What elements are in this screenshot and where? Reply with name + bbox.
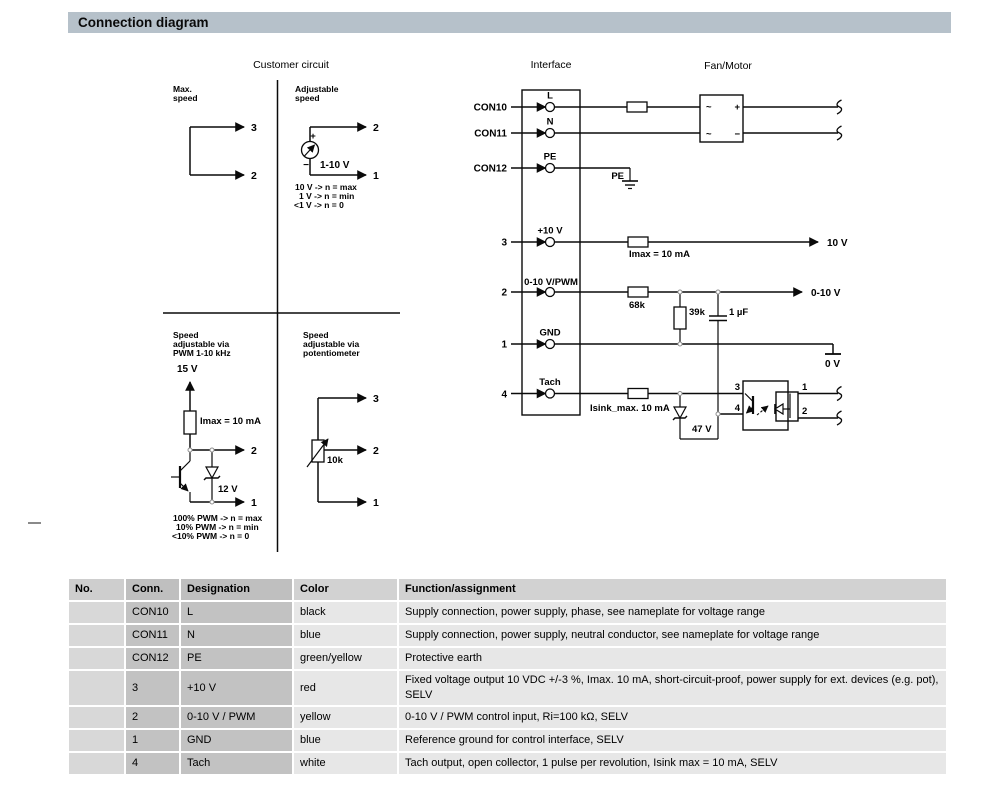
out-0-10v-label: 0-10 V [811,288,841,299]
cell-color: black [294,602,397,623]
cell-function: Protective earth [399,648,946,669]
cell-conn: CON10 [126,602,179,623]
cell-function: 0-10 V / PWM control input, Ri=100 kΩ, SELV [399,707,946,728]
opto-pin-3: 3 [734,382,740,393]
pwm-transistor-icon [171,450,190,502]
cell-color: blue [294,625,397,646]
table-row [69,707,946,728]
cell-color: yellow [294,707,397,728]
cell-no [69,602,124,623]
pot-terminal-2: 2 [373,445,379,457]
out-10v-label: 10 V [827,238,848,249]
pot-terminal-1: 1 [373,497,379,509]
pwm-terminal-1: 1 [251,497,257,509]
table-row [69,671,946,705]
isink-label: Isink_max. 10 mA [590,403,670,414]
fan-ac-top: ~ [706,102,712,113]
terminal-pin-2: 2 [501,287,507,299]
cell-conn: CON11 [126,625,179,646]
imax-label: Imax = 10 mA [629,249,690,260]
cell-designation: N [181,625,292,646]
capacitor-icon [709,292,727,439]
fan-motor-title: Fan/Motor [704,60,752,72]
source-plus: + [310,131,316,142]
adj-speed-label-2: speed [295,93,320,103]
pwm-label-1: Speed [173,330,199,340]
terminal-pin-CON11: CON11 [474,128,507,140]
cell-conn: 3 [126,671,179,705]
pot-terminal-3: 3 [373,393,379,405]
pe-label: PE [611,171,624,182]
customer-circuit-title: Customer circuit [253,59,329,71]
terminal-pin-1: 1 [501,339,507,351]
cell-conn: 4 [126,753,179,774]
max-speed-circuit [173,84,257,182]
pot-label-3: potentiometer [303,348,360,358]
pwm-zener-label: 12 V [218,484,238,495]
header-function: Function/assignment [399,579,946,600]
pwm-terminal-2: 2 [251,445,257,457]
opto-pin-1: 1 [802,382,808,393]
out-0v-label: 0 V [825,359,841,370]
gnd-row [555,344,842,354]
pwm-note-1: 100% PWM -> n = max [173,513,263,523]
pwm-circuit [171,330,263,541]
table-row [69,753,946,774]
cell-function: Fixed voltage output 10 VDC +/-3 %, Imax. 10 mA, short-circuit-proof, power supply for ext. devices (e.g. pot), SELV [399,671,946,705]
adj-note-3: <1 V -> n = 0 [294,200,344,210]
cell-designation: PE [181,648,292,669]
isink-resistor-icon [628,389,648,399]
terminal-name-L: L [547,90,553,102]
source-minus: − [303,160,309,171]
terminal-name-0-10v-pwm: 0-10 V/PWM [524,277,578,288]
cell-designation: Tach [181,753,292,774]
max-speed-label-1: Max. [173,84,192,94]
fuse-icon [627,102,647,112]
max-speed-terminal-3: 3 [251,122,257,134]
interface-block [474,90,848,439]
adjustable-speed-circuit [294,84,379,210]
pwm-label-3: PWM 1-10 kHz [173,348,231,358]
opto-pin-4: 4 [734,403,740,414]
r68k-label: 68k [629,300,645,311]
cell-function: Tach output, open collector, 1 pulse per revolution, Isink max = 10 mA, SELV [399,753,946,774]
capacitor-label: 1 µF [729,307,749,318]
cell-conn: 2 [126,707,179,728]
table-row [69,648,946,669]
imax-resistor-icon [628,237,648,247]
pwm-imax-label: Imax = 10 mA [200,416,261,427]
terminal-name-10v: +10 V [537,225,563,237]
interface-box [522,90,580,415]
cell-conn: 1 [126,730,179,751]
cell-no [69,753,124,774]
pwm-note-3: <10% PWM -> n = 0 [172,531,250,541]
wire-continuation-marks [837,100,842,425]
cell-designation: GND [181,730,292,751]
fan-plus: + [734,102,740,113]
header-no: No. [69,579,124,600]
cell-designation: L [181,602,292,623]
pwm-label-2: adjustable via [173,339,230,349]
fan-ac-bottom: ~ [706,129,712,140]
terminal-name-GND: GND [539,327,561,339]
max-speed-label-2: speed [173,93,198,103]
cell-no [69,648,124,669]
terminal-name-Tach: Tach [539,377,561,388]
r39k-resistor-icon [674,307,686,329]
cell-color: white [294,753,397,774]
r39k-branch [674,292,686,344]
pwm-supply-label: 15 V [177,364,198,375]
pot-value-label: 10k [327,455,343,466]
terminal-pin-4: 4 [501,389,507,401]
customer-circuit-dividers [163,80,400,552]
table-row [69,602,946,623]
page-margin-mark [28,522,41,524]
cell-designation: +10 V [181,671,292,705]
terminal-name-PE: PE [543,151,557,163]
pwm-note-2: 10% PWM -> n = min [176,522,259,532]
cell-no [69,707,124,728]
source-value: 1-10 V [320,160,350,171]
adj-speed-label-1: Adjustable [295,84,339,94]
pwm-resistor-icon [184,411,196,434]
table-header-row [69,579,946,600]
optocoupler-icon [743,381,798,430]
cell-color: blue [294,730,397,751]
cell-no [69,625,124,646]
cell-function: Reference ground for control interface, SELV [399,730,946,751]
earth-ground-icon [555,168,639,189]
adj-terminal-2: 2 [373,122,379,134]
table-row [69,625,946,646]
adj-terminal-1: 1 [373,170,379,182]
potentiometer-circuit [303,330,379,509]
terminal-pin-CON12: CON12 [473,163,507,175]
cell-conn: CON12 [126,648,179,669]
header-designation: Designation [181,579,292,600]
terminal-pin-CON10: CON10 [473,102,507,114]
pot-label-1: Speed [303,330,329,340]
interface-title: Interface [530,59,572,71]
r68k-resistor-icon [628,287,648,297]
cell-no [69,671,124,705]
cell-no [69,730,124,751]
cell-color: red [294,671,397,705]
header-conn: Conn. [126,579,179,600]
pot-label-2: adjustable via [303,339,360,349]
zener-47v-label: 47 V [692,424,712,435]
cell-color: green/yellow [294,648,397,669]
cell-designation: 0-10 V / PWM [181,707,292,728]
terminal-name-N: N [546,116,554,128]
table-row [69,730,946,751]
interface-terminals [474,91,578,401]
adj-note-1: 10 V -> n = max [295,182,357,192]
fan-minus: − [734,129,740,140]
page-title: Connection diagram [78,15,209,30]
header-color: Color [294,579,397,600]
terminal-assignment-table [67,577,948,776]
max-speed-terminal-2: 2 [251,170,257,182]
cell-function: Supply connection, power supply, neutral conductor, see nameplate for voltage range [399,625,946,646]
fan-motor-block [700,95,838,142]
opto-pin-2: 2 [802,406,808,417]
terminal-pin-3: 3 [501,237,507,249]
cell-function: Supply connection, power supply, phase, see nameplate for voltage range [399,602,946,623]
adj-note-2: 1 V -> n = min [299,191,355,201]
r39k-label: 39k [689,307,705,318]
